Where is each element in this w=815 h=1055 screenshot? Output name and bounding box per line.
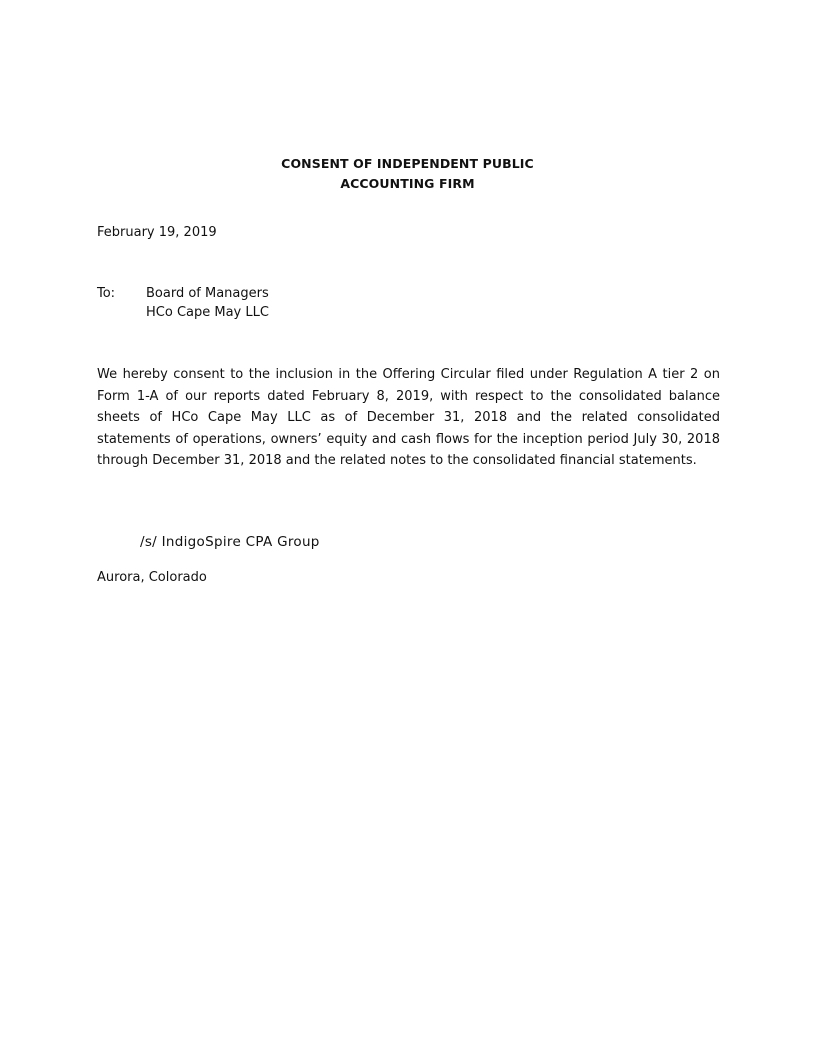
consent-paragraph: We hereby consent to the inclusion in the Offering Circular filed under Regulation A tier 2 on Form 1-A of our reports dated February 8, 2019, with respect to the consolidated balance sheets of HCo Cape May LLC as of December 31, 2018 and the related consolidated statements of operations, owners’ equity and cash flows for the inception period July 30, 2018 through December 31, 2018 and the related notes to the consolidated financial statements.	[97, 367, 720, 468]
document-title-line-1: CONSENT OF INDEPENDENT PUBLIC	[281, 156, 534, 171]
document-title-line-2: ACCOUNTING FIRM	[340, 176, 475, 191]
signer-location: Aurora, Colorado	[97, 570, 207, 585]
addressee-line-1: Board of Managers	[146, 286, 269, 301]
addressee-line-2: HCo Cape May LLC	[146, 305, 269, 320]
signature: /s/ IndigoSpire CPA Group	[140, 534, 320, 550]
to-label: To:	[97, 286, 116, 301]
letter-date: February 19, 2019	[97, 225, 217, 240]
